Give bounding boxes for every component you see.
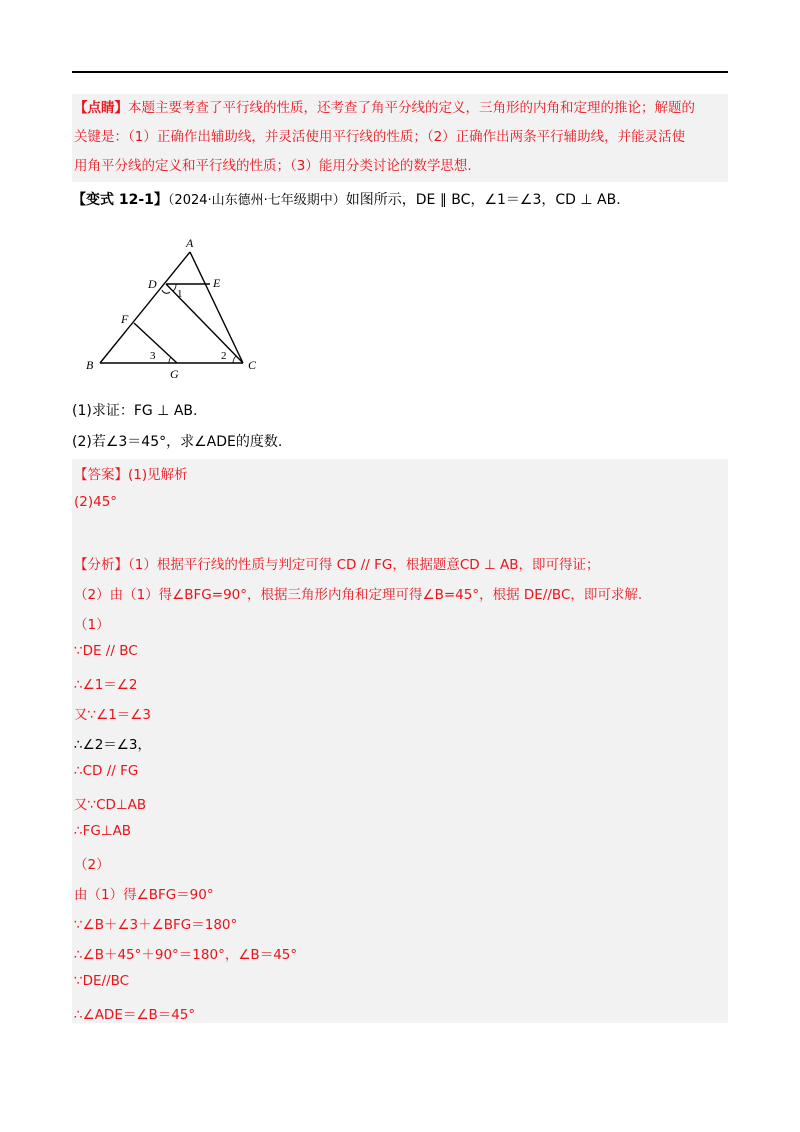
solution-line: ∵∠B＋∠3＋∠BFG＝180° — [74, 917, 238, 933]
variant-source: （2024·山东德州·七年级期中） — [167, 193, 346, 208]
answer-line-2: (2)45° — [74, 494, 118, 510]
question-1: (1)求证：FG ⊥ AB. — [72, 403, 198, 419]
solution-line: ∴CD // FG — [74, 763, 139, 779]
angle-3: 3 — [150, 350, 156, 362]
solution-line: ∴FG⊥AB — [74, 823, 132, 839]
solution-line: 由（1）得∠BFG＝90° — [74, 887, 214, 903]
angle-2: 2 — [221, 350, 227, 362]
tips-line-1: 本题主要考查了平行线的性质，还考查了角平分线的定义，三角形的内角和定理的推论；解题的 — [128, 100, 695, 116]
solution-line: （2） — [74, 857, 110, 873]
solution-line: 又∵CD⊥AB — [74, 797, 147, 813]
label-B: B — [86, 358, 94, 372]
solution-line: ∵DE//BC — [74, 973, 130, 989]
variant-label: 【变式 12-1】 — [72, 192, 168, 208]
solution-line: ∴∠ADE＝∠B＝45° — [74, 1007, 196, 1023]
variant-problem — [72, 188, 728, 213]
answer-box — [72, 459, 728, 1023]
answer-line-1: 【答案】(1)见解析 — [74, 467, 188, 483]
tips-label: 【点睛】 — [74, 100, 128, 116]
solution-line: （1） — [74, 617, 110, 633]
solution-line: ∵DE // BC — [74, 643, 138, 659]
label-A: A — [186, 236, 194, 250]
question-2: (2)若∠3＝45°，求∠ADE的度数. — [72, 434, 283, 450]
solution-line: ∴∠2＝∠3， — [74, 737, 151, 753]
solution-line: 又∵∠1＝∠3 — [74, 707, 151, 723]
label-F: F — [121, 312, 129, 326]
label-C: C — [248, 358, 257, 372]
tips-box — [72, 94, 728, 182]
analysis-line-2: （2）由（1）得∠BFG=90°，根据三角形内角和定理可得∠B=45°，根据 DE//BC，即可求解. — [74, 587, 643, 603]
tips-line-2: 关键是：（1）正确作出辅助线，并灵活使用平行线的性质；（2）正确作出两条平行辅助线，并能灵活使 — [74, 129, 686, 145]
angle-1: 1 — [177, 288, 183, 300]
label-G: G — [170, 367, 179, 380]
tips-line-3: 用角平分线的定义和平行线的性质；（3）能用分类讨论的数学思想. — [74, 158, 472, 174]
label-E: E — [213, 276, 221, 290]
label-D: D — [148, 277, 157, 291]
header-rule — [72, 71, 728, 73]
solution-line: ∴∠1＝∠2 — [74, 677, 138, 693]
solution-line: ∴∠B＋45°＋90°＝180°，∠B＝45° — [74, 947, 298, 963]
variant-text: 如图所示，DE ∥ BC，∠1＝∠3，CD ⊥ AB. — [345, 192, 621, 208]
analysis-line-1: 【分析】（1）根据平行线的性质与判定可得 CD // FG，根据题意CD ⊥ AB，即可得证； — [74, 557, 600, 573]
geometry-figure — [80, 230, 280, 380]
